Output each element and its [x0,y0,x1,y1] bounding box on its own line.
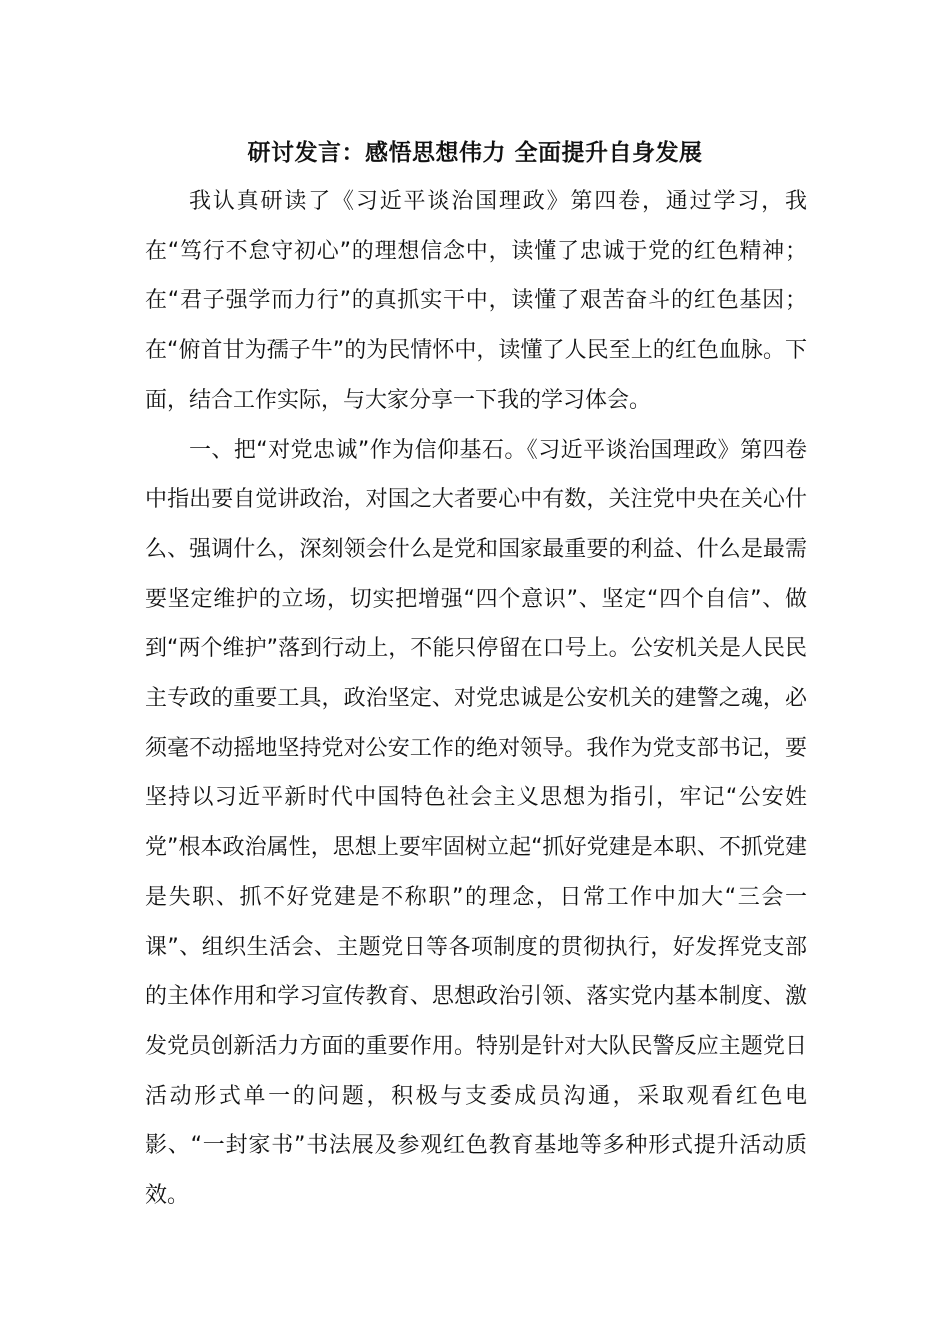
document-body [145,177,807,1221]
paragraph-intro: 我认真研读了《习近平谈治国理政》第四卷，通过学习，我在“笃行不怠守初心”的理想信念中，读懂了忠诚于党的红色精神；在“君子强学而力行”的真抓实干中，读懂了艰苦奋斗的红色基因；在“俯首甘为孺子牛”的为民情怀中，读懂了人民至上的红色血脉。下面，结合工作实际，与大家分享一下我的学习体会。 [145,189,807,413]
paragraph-section-one: 一、把“对党忠诚”作为信仰基石。《习近平谈治国理政》第四卷中指出要自觉讲政治，对国之大者要心中有数，关注党中央在关心什么、强调什么，深刻领会什么是党和国家最重要的利益、什么是最需要坚定维护的立场，切实把增强“四个意识”、坚定“四个自信”、做到“两个维护”落到行动上，不能只停留在口号上。公安机关是人民民主专政的重要工具，政治坚定、对党忠诚是公安机关的建警之魂，必须毫不动摇地坚持党对公安工作的绝对领导。我作为党支部书记，要坚持以习近平新时代中国特色社会主义思想为指引，牢记“公安姓党”根本政治属性，思想上要牢固树立起“抓好党建是本职、不抓党建是失职、抓不好党建是不称职”的理念，日常工作中加大“三会一课”、组织生活会、主题党日等各项制度的贯彻执行，好发挥党支部的主体作用和学习宣传教育、思想政治引领、落实党内基本制度、激发党员创新活力方面的重要作用。特别是针对大队民警反应主题党日活动形式单一的问题，积极与支委成员沟通，采取观看红色电影、“一封家书”书法展及参观红色教育基地等多种形式提升活动质效。 [145,437,807,1209]
document-title: 研讨发言：感悟思想伟力 全面提升自身发展 [247,140,703,166]
